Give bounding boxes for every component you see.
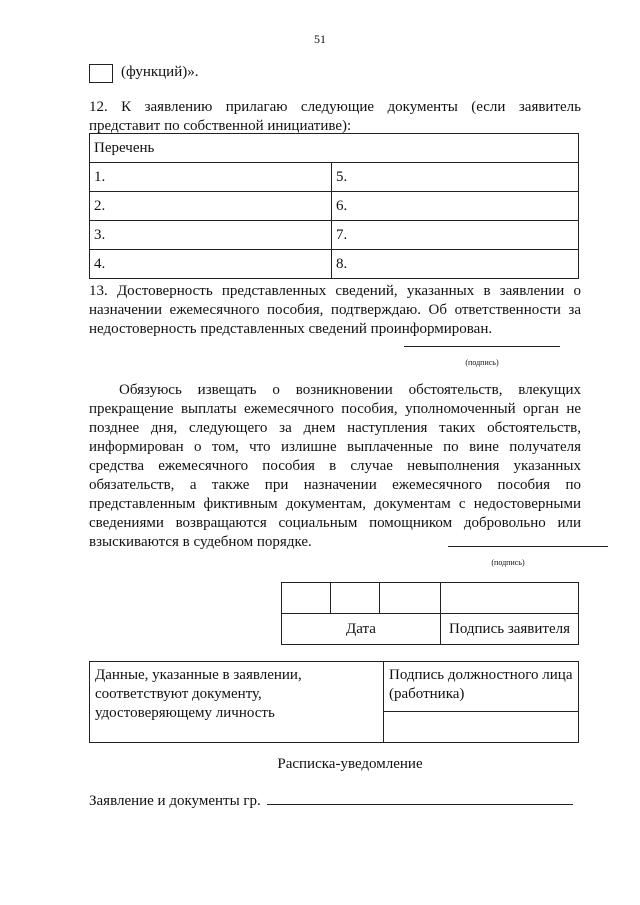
receipt-line: [89, 792, 573, 810]
document-cell[interactable]: 4.: [90, 250, 332, 279]
date-signature-table: [281, 582, 579, 645]
page-number: 51: [314, 32, 326, 46]
document-cell[interactable]: 7.: [332, 221, 579, 250]
applicant-signature-label: Подпись заявителя: [441, 614, 579, 645]
item-13-text: 13. Достоверность представленных сведений, указанных в заявлении о назначении ежемесячного пособия, подтверждаю. Об ответственности за недостоверность представленных сведений проинформирован.: [89, 283, 581, 337]
official-signature-cell[interactable]: [384, 712, 579, 743]
verification-table: [89, 661, 579, 743]
document-cell[interactable]: 5.: [332, 163, 579, 192]
verification-text: Данные, указанные в заявлении, соответствуют документу, удостоверяющему личность: [90, 662, 384, 743]
table-row: [90, 250, 579, 279]
functions-text: (функций)».: [121, 64, 199, 80]
date-label: Дата: [282, 614, 441, 645]
table-row: [90, 221, 579, 250]
documents-table-header: Перечень: [90, 134, 579, 163]
obligation-text: Обязуюсь извещать о возникновении обстоятельств, влекущих прекращение выплаты ежемесячного пособия, уполномоченный орган не позднее дня, следующего за днем наступления таких обстоятельств, информирован о том, что излишне выплаченные по вине получателя средства ежемесячного пособия в случае невыполнения указанных обязательств, а также при назначении ежемесячного пособия по представленным фиктивным документам, документам с недостоверными сведениями возвращаются социальным помощником добровольно или взыскиваются в судебном порядке.: [89, 382, 581, 550]
applicant-signature-cell[interactable]: [441, 583, 579, 614]
signature-caption-2: (подпись): [491, 558, 525, 567]
official-signature-label: Подпись должностного лица (работника): [384, 662, 579, 712]
document-cell[interactable]: 1.: [90, 163, 332, 192]
signature-caption-1: (подпись): [465, 358, 499, 367]
receipt-name-blank[interactable]: [267, 792, 573, 805]
item-12-text: 12. К заявлению прилагаю следующие документы (если заявитель представит по собственной инициативе):: [89, 99, 581, 134]
signature-line-2[interactable]: [448, 546, 608, 547]
documents-table: [89, 133, 579, 279]
table-row: [90, 192, 579, 221]
document-cell[interactable]: 2.: [90, 192, 332, 221]
date-year-cell[interactable]: [380, 583, 441, 614]
document-cell[interactable]: 6.: [332, 192, 579, 221]
function-checkbox[interactable]: [89, 64, 113, 83]
receipt-line-label: Заявление и документы гр.: [89, 793, 261, 809]
table-row: [90, 163, 579, 192]
signature-line-1[interactable]: [404, 346, 560, 347]
document-cell[interactable]: 3.: [90, 221, 332, 250]
receipt-title: Расписка-уведомление: [277, 756, 423, 772]
document-cell[interactable]: 8.: [332, 250, 579, 279]
date-month-cell[interactable]: [331, 583, 380, 614]
date-day-cell[interactable]: [282, 583, 331, 614]
